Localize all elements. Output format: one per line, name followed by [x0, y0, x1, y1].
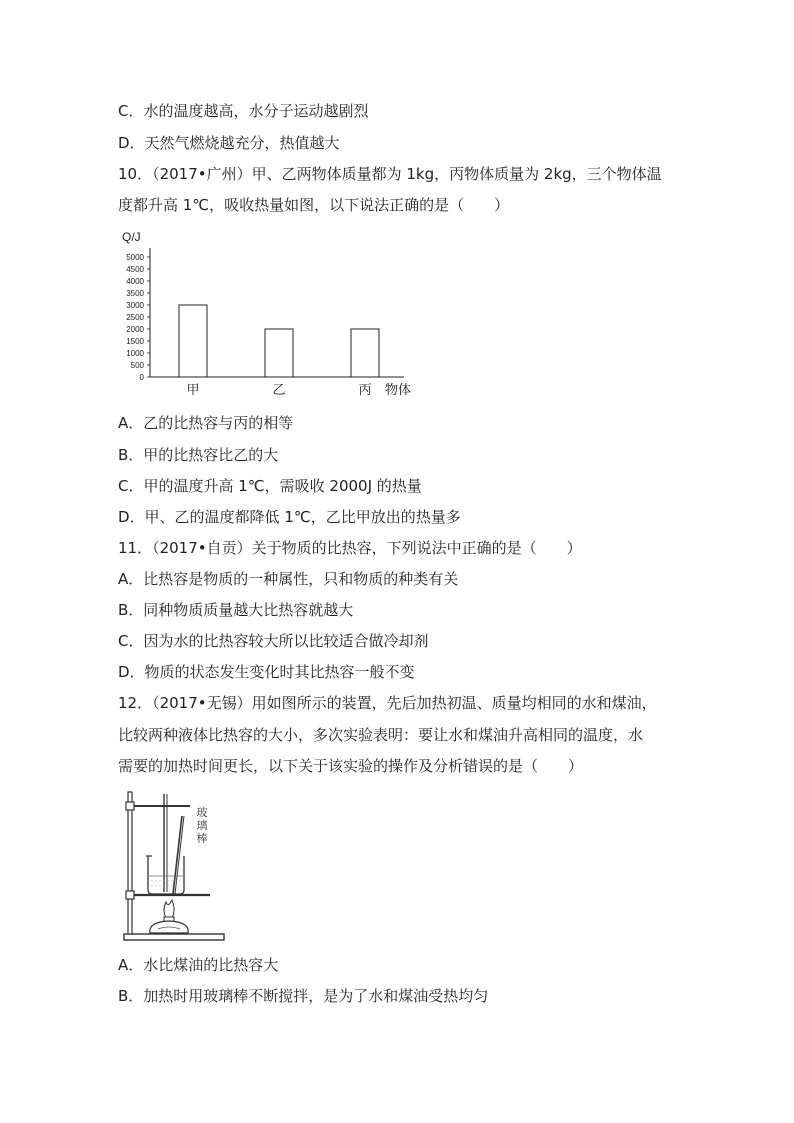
line-q12-a: A．水比煤油的比热容大 [118, 956, 279, 974]
chart-category-label: 丙 [358, 383, 372, 398]
line-q9-d: D．天然气燃烧越充分，热值越大 [118, 134, 340, 152]
line-q10-b: B．甲的比热容比乙的大 [118, 446, 279, 464]
line-q12-stem-3: 需要的加热时间更长，以下关于该实验的操作及分析错误的是（ ） [118, 757, 584, 775]
chart-category-label: 甲 [186, 383, 200, 398]
line-q11-d: D．物质的状态发生变化时其比热容一般不变 [118, 663, 415, 681]
line-q9-c: C．水的温度越高，水分子运动越剧烈 [118, 102, 369, 120]
chart-ytick-label: 2000 [126, 325, 144, 334]
line-q11-stem: 11．（2017•自贡）关于物质的比热容，下列说法中正确的是（ ） [118, 539, 582, 557]
chart-ytick-label: 3000 [126, 301, 144, 310]
chart-ytick-label: 4000 [126, 277, 144, 286]
glass-rod-label: 玻璃棒 [196, 806, 208, 845]
line-q10-c: C．甲的温度升高 1℃，需吸收 2000J 的热量 [118, 477, 422, 495]
line-q10-stem-1: 10．（2017•广州）甲、乙两物体质量都为 1kg，丙物体质量为 2kg，三个物体温 [118, 165, 662, 183]
chart-ytick-label: 1500 [126, 337, 144, 346]
chart-ylabel: Q/J [122, 230, 141, 244]
chart-ytick-label: 0 [139, 373, 144, 382]
line-q10-stem-2: 度都升高 1℃，吸收热量如图，以下说法正确的是（ ） [118, 196, 510, 214]
chart-xlabel: 物体 [385, 383, 412, 398]
line-q10-d: D．甲、乙的温度都降低 1℃，乙比甲放出的热量多 [118, 508, 461, 526]
heat-bar-chart [118, 224, 418, 404]
line-q12-stem-1: 12．（2017•无锡）用如图所示的装置，先后加热初温、质量均相同的水和煤油， [118, 694, 657, 712]
chart-bar-2 [265, 329, 293, 377]
chart-category-label: 乙 [272, 383, 286, 398]
line-q10-a: A．乙的比热容与丙的相等 [118, 414, 294, 432]
chart-ytick-label: 3500 [126, 289, 144, 298]
heating-apparatus-figure [118, 786, 228, 946]
chart-ytick-label: 1000 [126, 349, 144, 358]
line-q11-b: B．同种物质质量越大比热容就越大 [118, 601, 354, 619]
chart-bar-3 [351, 329, 379, 377]
chart-ytick-label: 500 [130, 361, 144, 370]
line-q11-a: A．比热容是物质的一种属性，只和物质的种类有关 [118, 570, 459, 588]
line-q11-c: C．因为水的比热容较大所以比较适合做冷却剂 [118, 632, 429, 650]
chart-ytick-label: 4500 [126, 265, 144, 274]
line-q12-b: B．加热时用玻璃棒不断搅拌，是为了水和煤油受热均匀 [118, 987, 489, 1005]
chart-bar-1 [179, 305, 207, 377]
line-q12-stem-2: 比较两种液体比热容的大小，多次实验表明：要让水和煤油升高相同的温度，水 [118, 726, 644, 744]
chart-ytick-label: 5000 [126, 253, 144, 262]
chart-ytick-label: 2500 [126, 313, 144, 322]
